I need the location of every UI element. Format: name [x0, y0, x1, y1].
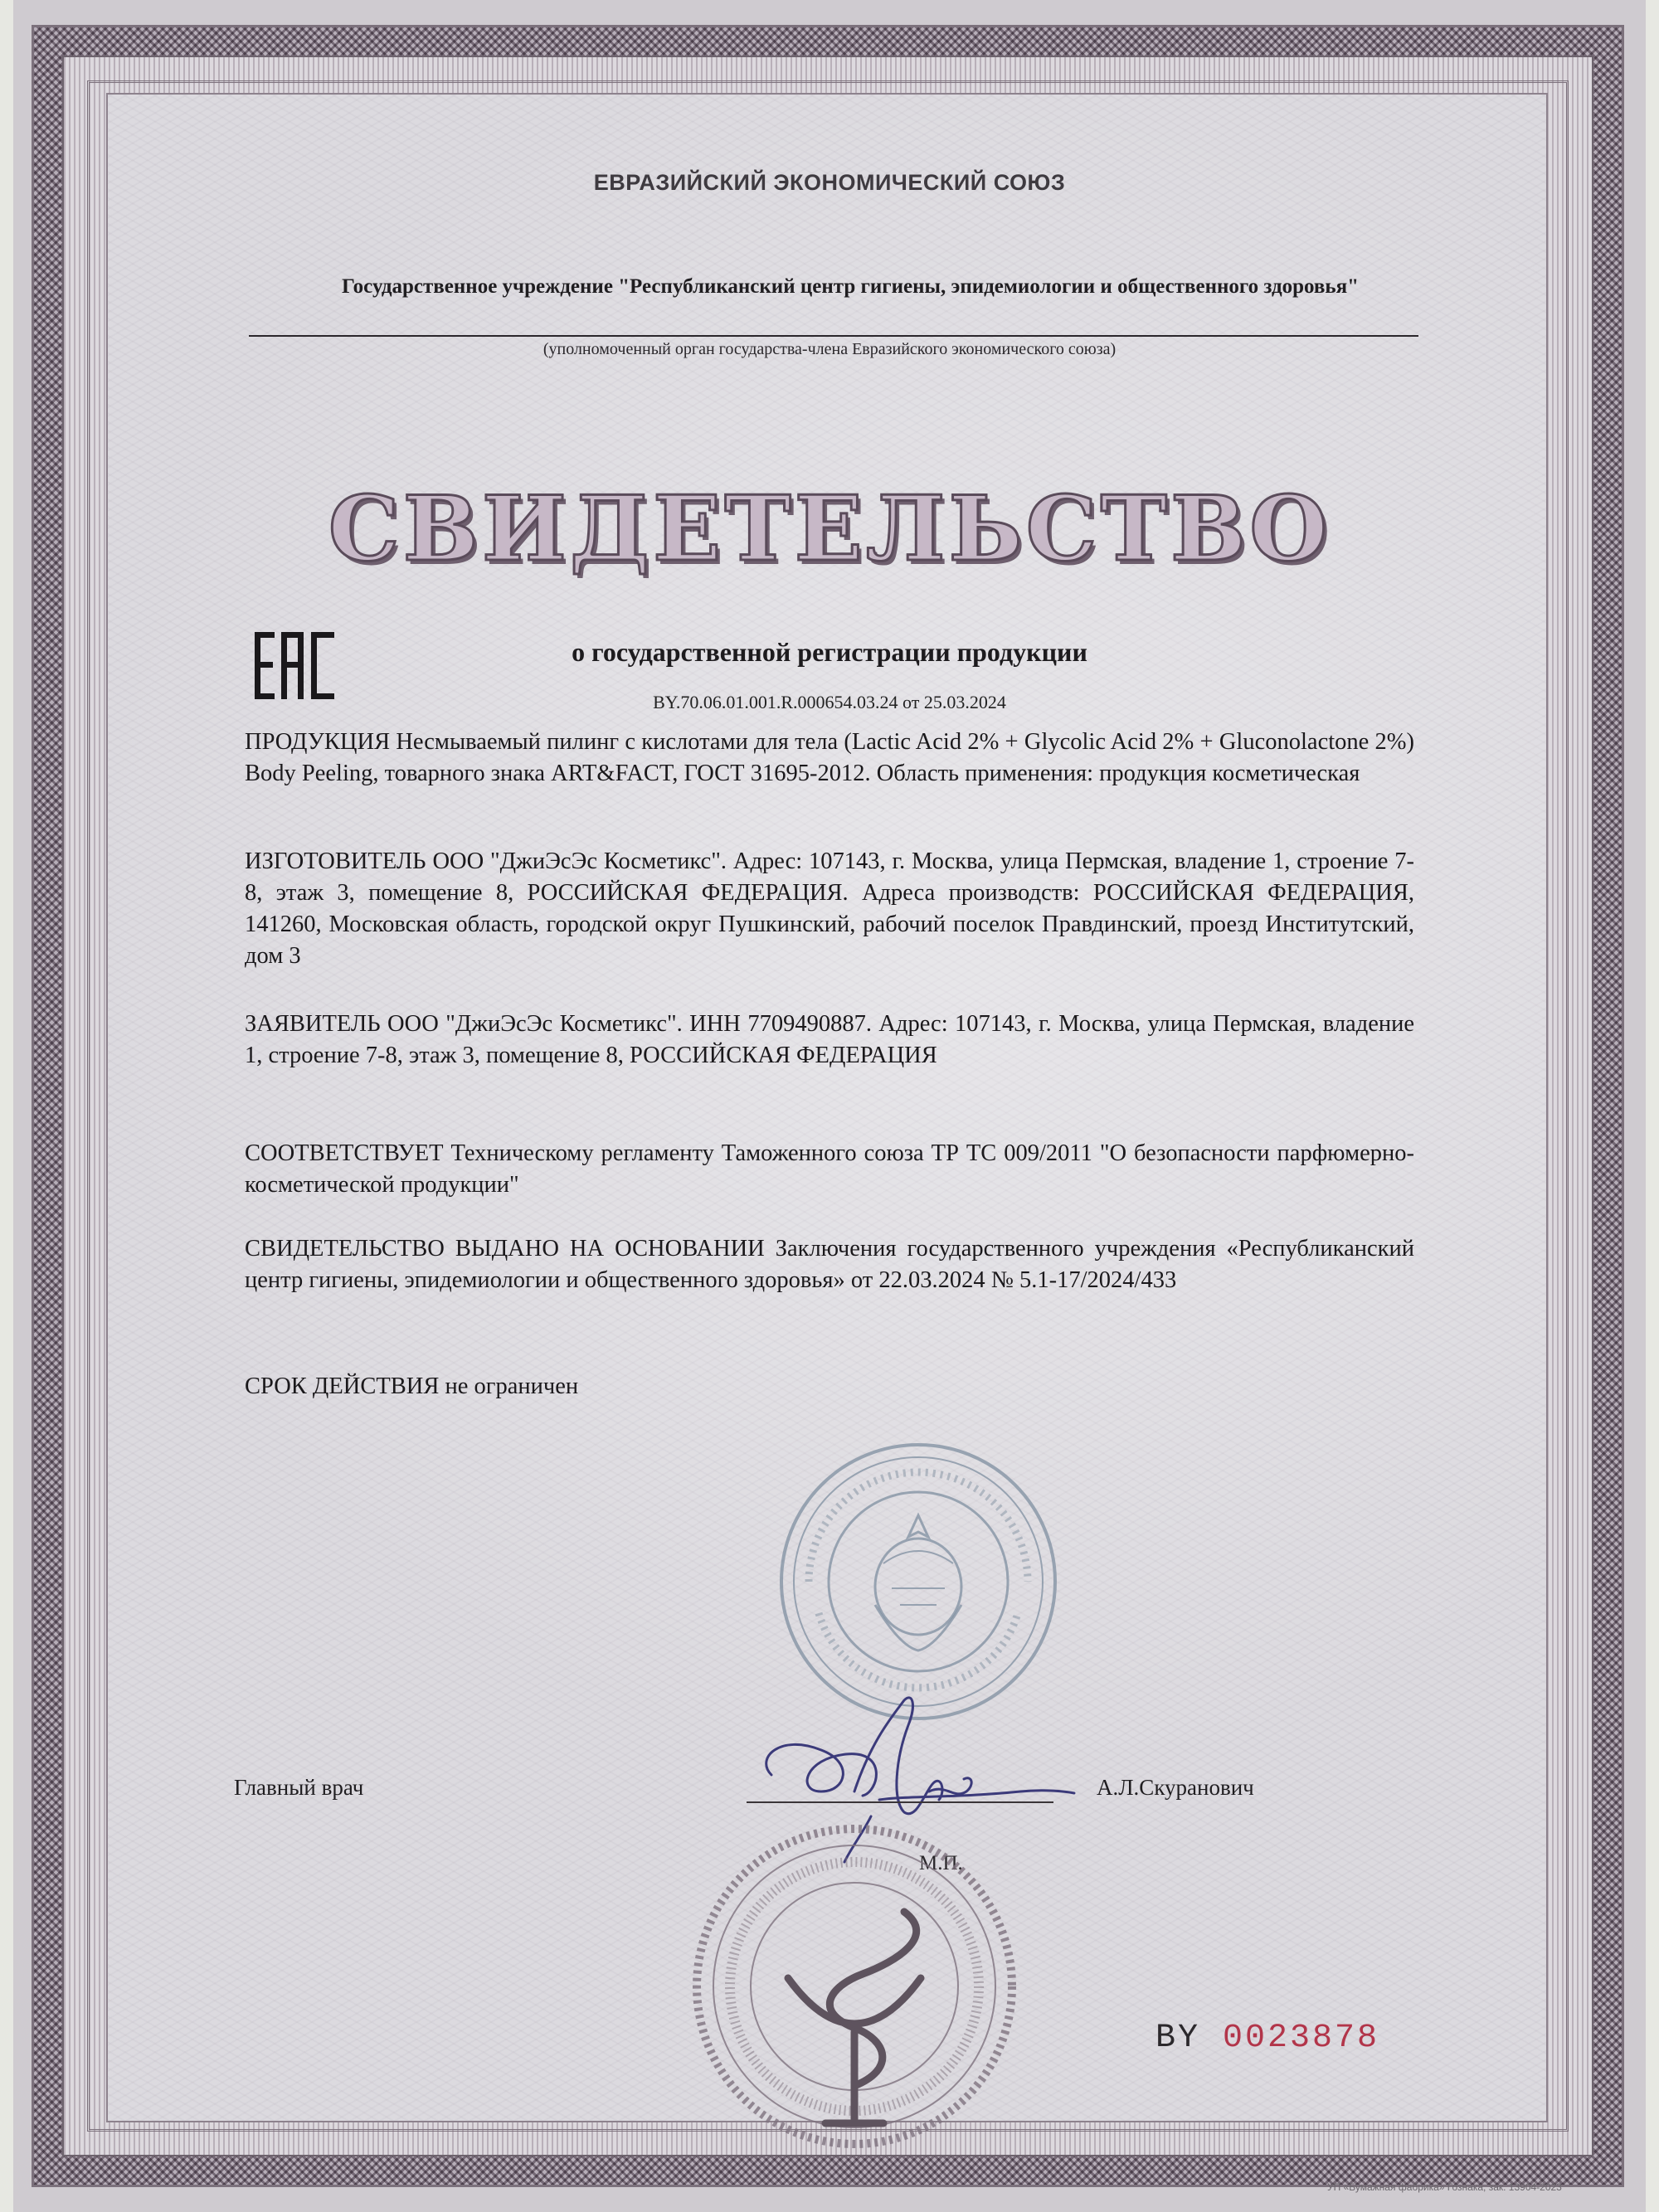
validity-section	[245, 1371, 1414, 1403]
serial-digits: 0023878	[1223, 2020, 1380, 2057]
signatory-role: Главный врач	[234, 1775, 364, 1800]
basis-label: СВИДЕТЕЛЬСТВО ВЫДАНО НА ОСНОВАНИИ	[245, 1236, 765, 1262]
signatory-name: А.Л.Скуранович	[1097, 1775, 1254, 1800]
product-label: ПРОДУКЦИЯ	[245, 729, 391, 755]
issuing-body: Государственное учреждение "Республиканский центр гигиены, эпидемиологии и общественного здоровья"	[341, 275, 1360, 298]
document-subtitle: о государственной регистрации продукции	[572, 637, 1087, 667]
applicant-section	[245, 1009, 1414, 1072]
issuing-body-underline	[249, 335, 1418, 337]
applicant-label: ЗАЯВИТЕЛЬ	[245, 1011, 381, 1037]
signature-line	[747, 1801, 1053, 1803]
applicant-text: ООО "ДжиЭсЭс Косметикс". ИНН 7709490887. Адрес: 107143, г. Москва, улица Пермская, владение 1, строение 7-8, этаж 3, помещение 8, РОССИЙСКАЯ ФЕДЕРАЦИЯ	[245, 1011, 1415, 1068]
document-title: СВИДЕТЕЛЬСТВО	[328, 477, 1331, 581]
product-text: Несмываемый пилинг с кислотами для тела (Lactic Acid 2% + Glycolic Acid 2% + Gluconolactone 2%) Body Peeling, товарного знака ART&FACT, ГОСТ 31695-2012. Область применения: продукция косметическая	[245, 729, 1415, 786]
conformity-text: Техническому регламенту Таможенного союза ТР ТС 009/2011 "О безопасности парфюмерно-косметической продукции"	[245, 1140, 1415, 1198]
seal-place-label: М.П.	[919, 1852, 963, 1874]
basis-text: Заключения государственного учреждения «Республиканский центр гигиены, эпидемиологии и общественного здоровья» от 22.03.2024 № 5.1-17/2024/433	[245, 1236, 1414, 1293]
validity-text: не ограничен	[445, 1373, 579, 1399]
manufacturer-text: ООО "ДжиЭсЭс Косметикс". Адрес: 107143, г. Москва, улица Пермская, владение 1, строение 7-8, этаж 3, помещение 8, РОССИЙСКАЯ ФЕДЕРАЦИЯ. Адреса производств: РОССИЙСКАЯ ФЕДЕРАЦИЯ, 141260, Московская область, городской округ Пушкинский, рабочий поселок Правдинский, проезд Институтский, дом 3	[245, 848, 1415, 969]
registration-number: BY.70.06.01.001.R.000654.03.24 от 25.03.2024	[653, 692, 1006, 712]
conformity-section	[245, 1138, 1414, 1201]
conformity-label: СООТВЕТСТВУЕТ	[245, 1140, 444, 1166]
serial-number	[1155, 2020, 1379, 2057]
manufacturer-section	[245, 846, 1414, 972]
authority-note: (уполномоченный орган государства-члена Евразийского экономического союза)	[542, 340, 1117, 358]
manufacturer-label: ИЗГОТОВИТЕЛЬ	[245, 848, 426, 874]
emblem-rosette-icon	[688, 1821, 1020, 2152]
serial-prefix: BY	[1155, 2020, 1201, 2057]
validity-label: СРОК ДЕЙСТВИЯ	[245, 1373, 440, 1399]
printer-note: УП «Бумажная фабрика» Гознака, зак. 13904-2023	[1327, 2181, 1562, 2193]
union-title: ЕВРАЗИЙСКИЙ ЭКОНОМИЧЕСКИЙ СОЮЗ	[593, 170, 1066, 195]
basis-section	[245, 1233, 1414, 1296]
product-section	[245, 727, 1414, 790]
